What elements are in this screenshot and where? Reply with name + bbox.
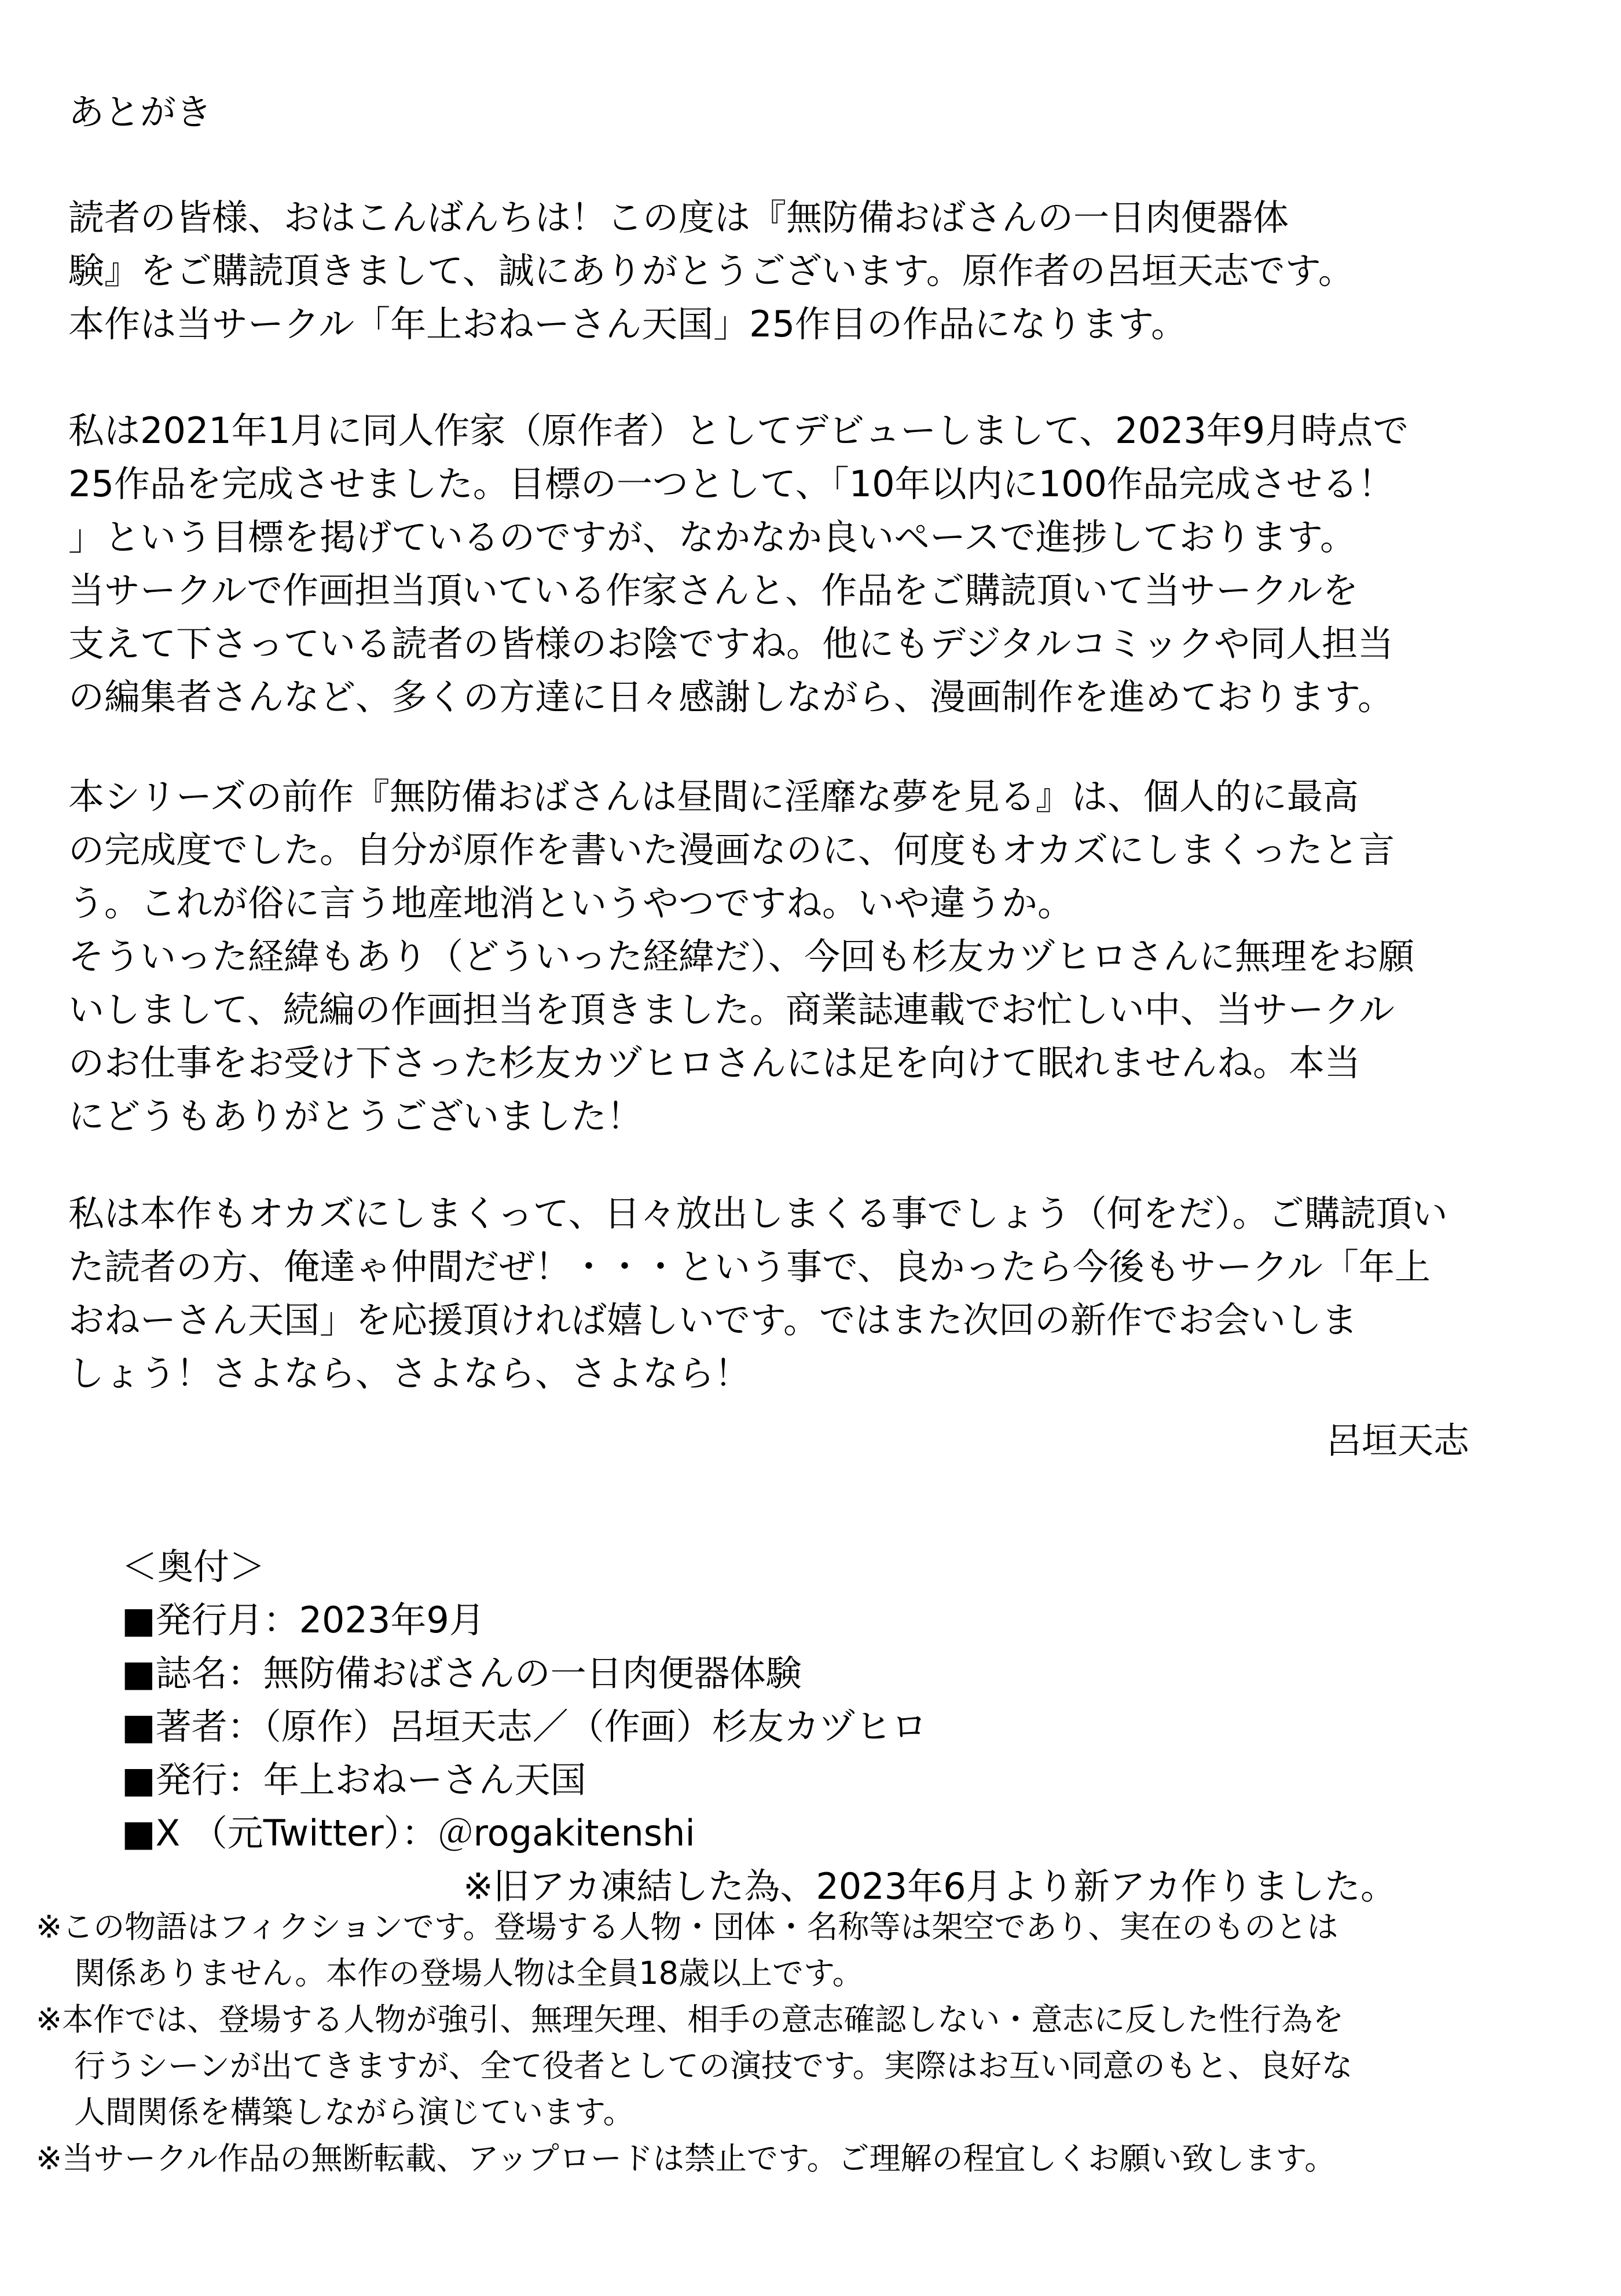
colophon-publish-date: ■発行月：2023年9月: [122, 1599, 485, 1641]
afterword-line: 私は本作もオカズにしまくって、日々放出しまくる事でしょう（何をだ）。ご購読頂い: [68, 1192, 1448, 1235]
afterword-line: しょう！さよなら、さよなら、さよなら！: [68, 1352, 751, 1394]
afterword-line: 当サークルで作画担当頂いている作家さんと、作品をご購読頂いて当サークルを: [68, 569, 1359, 611]
afterword-line: のお仕事をお受け下さった杉友カヅヒロさんには足を向けて眠れませんね。本当: [68, 1042, 1361, 1084]
afterword-line: 本作は当サークル「年上おねーさん天国」25作目の作品になります。: [68, 303, 1187, 345]
afterword-line: 」という目標を掲げているのですが、なかなか良いペースで進捗しております。: [68, 516, 1356, 558]
disclaimer-line: ※この物語はフィクションです。登場する人物・団体・名称等は架空であり、実在のものとは: [36, 1909, 1338, 1945]
disclaimer: [36, 1904, 1353, 2182]
disclaimer-line: ※本作では、登場する人物が強引、無理矢理、相手の意志確認しない・意志に反した性行為を: [36, 2001, 1344, 2038]
afterword-paragraph-3: [68, 770, 1574, 1143]
afterword-line: た読者の方、俺達ゃ仲間だぜ！・・・という事で、良かったら今後もサークル「年上: [68, 1246, 1431, 1288]
afterword-line: いしまして、続編の作画担当を頂きました。商業誌連載でお忙しい中、当サークル: [68, 988, 1395, 1031]
afterword-line: 本シリーズの前作『無防備おばさんは昼間に淫靡な夢を見る』は、個人的に最高: [68, 775, 1359, 818]
colophon-publisher: ■発行：年上おねーさん天国: [122, 1759, 586, 1801]
colophon-heading: ＜奥付＞: [122, 1546, 266, 1588]
colophon-title: ■誌名：無防備おばさんの一日肉便器体験: [122, 1652, 802, 1694]
afterword-line: う。これが俗に言う地産地消というやつですね。いや違うか。: [68, 882, 1074, 924]
afterword-section: [68, 86, 1574, 139]
afterword-line: の編集者さんなど、多くの方達に日々感謝しながら、漫画制作を進めております。: [68, 676, 1394, 718]
afterword-line: おねーさん天国」を応援頂ければ嬉しいです。ではまた次回の新作でお会いしま: [68, 1299, 1358, 1341]
afterword-line: の完成度でした。自分が原作を書いた漫画なのに、何度もオカズにしまくったと言: [68, 829, 1395, 871]
colophon: [122, 1540, 1396, 1913]
afterword-paragraph-1: [68, 191, 1574, 351]
afterword-line: 25作品を完成させました。目標の一つとして、「10年以内に100作品完成させる！: [68, 463, 1394, 505]
afterword-paragraph-4: [68, 1187, 1574, 1400]
afterword-line: 験』をご購読頂きまして、誠にありがとうございます。原作者の呂垣天志です。: [68, 250, 1354, 292]
colophon-authors: ■著者：（原作）呂垣天志／（作画）杉友カヅヒロ: [122, 1705, 927, 1748]
disclaimer-line: 関係ありません。本作の登場人物は全員18歳以上です。: [74, 1955, 864, 1991]
disclaimer-line: 行うシーンが出てきますが、全て役者としての演技です。実際はお互い同意のもと、良好な: [74, 2048, 1353, 2084]
afterword-line: そういった経緯もあり（どういった経緯だ）、今回も杉友カヅヒロさんに無理をお願: [68, 935, 1415, 977]
afterword-heading: あとがき: [68, 91, 212, 133]
colophon-x-account: ■X （元Twitter）：＠rogakitenshi: [122, 1812, 695, 1854]
afterword-line: にどうもありがとうございました！: [68, 1095, 643, 1137]
author-signature: 呂垣天志: [1326, 1419, 1470, 1462]
colophon-x-note: ※旧アカ凍結した為、2023年6月より新アカ作りました。: [463, 1865, 1396, 1907]
afterword-line: 支えて下さっている読者の皆様のお陰ですね。他にもデジタルコミックや同人担当: [68, 622, 1394, 665]
disclaimer-line: 人間関係を構築しながら演じています。: [74, 2094, 635, 2130]
afterword-line: 読者の皆様、おはこんばんちは！この度は『無防備おばさんの一日肉便器体: [68, 196, 1289, 239]
afterword-paragraph-2: [68, 404, 1574, 724]
afterword-line: 私は2021年1月に同人作家（原作者）としてデビューしまして、2023年9月時点で: [68, 409, 1409, 452]
disclaimer-line: ※当サークル作品の無断転載、アップロードは禁止です。ご理解の程宜しくお願い致します。: [36, 2140, 1336, 2177]
